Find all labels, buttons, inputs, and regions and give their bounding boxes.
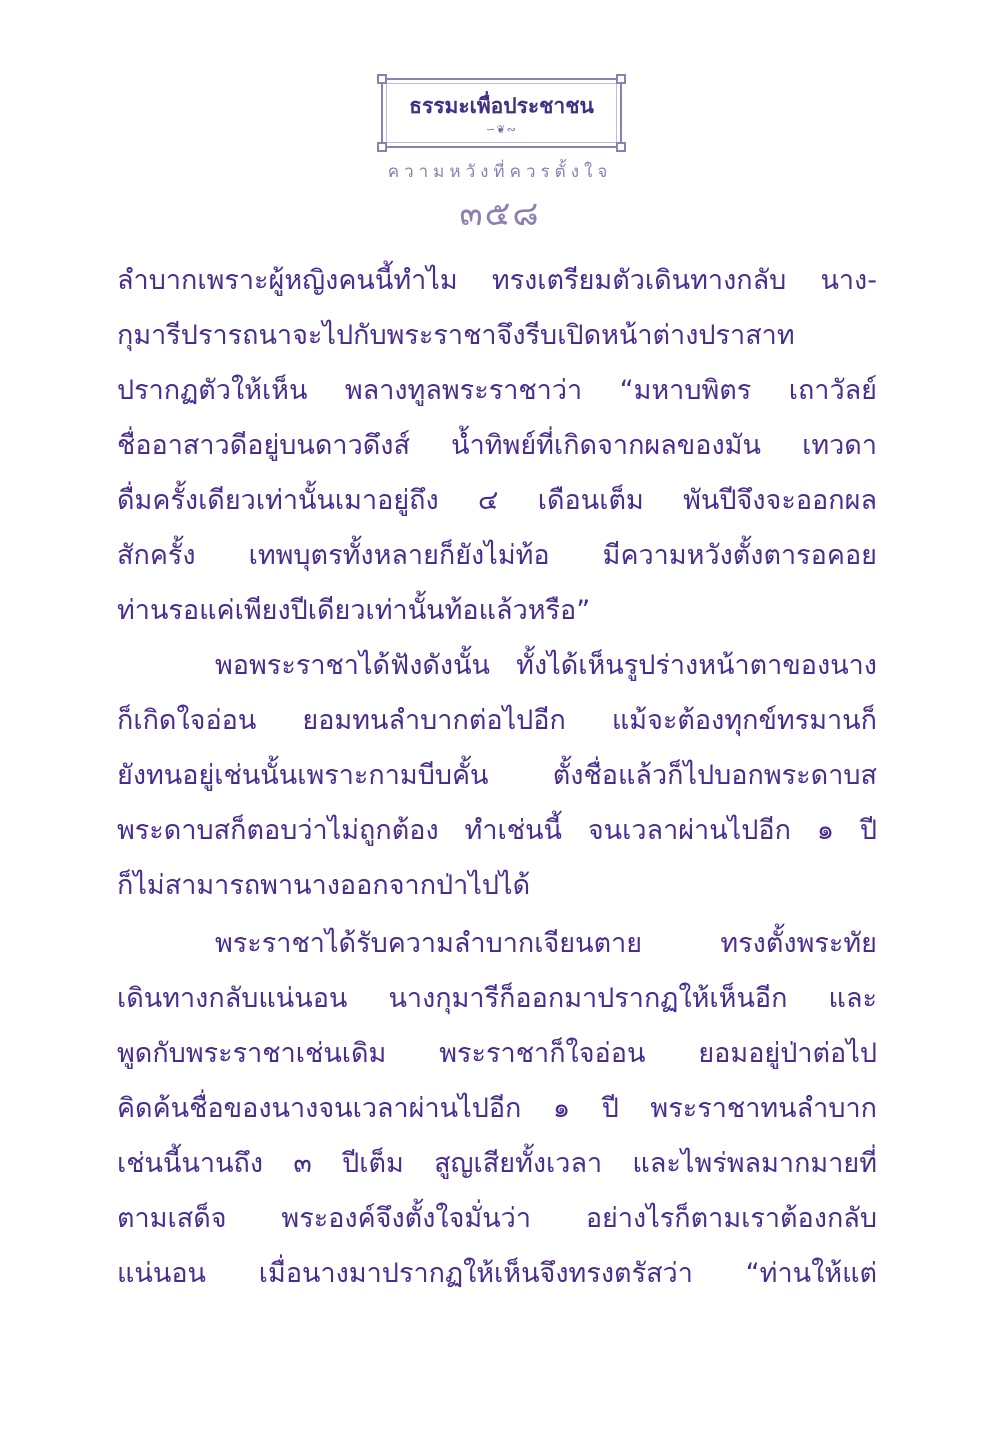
logo-corner-ornament	[377, 74, 387, 84]
text-line: ก็เกิดใจอ่อน ยอมทนลำบากต่อไปอีก แม้จะต้องทุกข์ทรมานก็	[117, 705, 877, 736]
series-logo	[381, 78, 622, 148]
text-line: คิดค้นชื่อของนางจนเวลาผ่านไปอีก ๑ ปี พระราชาทนลำบาก	[117, 1093, 877, 1124]
text-line: ดื่มครั้งเดียวเท่านั้นเมาอยู่ถึง ๔ เดือนเต็ม พันปีจึงจะออกผล	[117, 485, 877, 516]
text-line: เช่นนี้นานถึง ๓ ปีเต็ม สูญเสียทั้งเวลา และไพร่พลมากมายที่	[117, 1148, 877, 1179]
text-line: กุมารีปรารถนาจะไปกับพระราชาจึงรีบเปิดหน้าต่างปราสาท	[117, 320, 795, 351]
logo-flourish-icon: ∽❦∾	[486, 123, 517, 136]
text-line: แน่นอน เมื่อนางมาปรากฏให้เห็นจึงทรงตรัสว่า “ท่านให้แต่	[117, 1258, 877, 1289]
text-line: ปรากฏตัวให้เห็น พลางทูลพระราชาว่า “มหาบพิตร เถาวัลย์	[117, 375, 877, 406]
text-line: ตามเสด็จ พระองค์จึงตั้งใจมั่นว่า อย่างไรก็ตามเราต้องกลับ	[117, 1203, 877, 1234]
chapter-title: ความหวังที่ควรตั้งใจ	[387, 162, 613, 182]
logo-corner-ornament	[377, 142, 387, 152]
text-line: ชื่ออาสาวดีอยู่บนดาวดึงส์ น้ำทิพย์ที่เกิดจากผลของมัน เทวดา	[117, 430, 877, 461]
text-line: พอพระราชาได้ฟังดังนั้น ทั้งได้เห็นรูปร่างหน้าตาของนาง	[215, 650, 877, 681]
text-line: ลำบากเพราะผู้หญิงคนนี้ทำไม ทรงเตรียมตัวเดินทางกลับ นาง-	[117, 265, 877, 296]
text-line: ก็ไม่สามารถพานางออกจากป่าไปได้	[117, 870, 531, 901]
logo-corner-ornament	[616, 74, 626, 84]
text-line: พระดาบสก็ตอบว่าไม่ถูกต้อง ทำเช่นนี้ จนเวลาผ่านไปอีก ๑ ปี	[117, 815, 877, 846]
logo-corner-ornament	[616, 142, 626, 152]
text-line: เดินทางกลับแน่นอน นางกุมารีก็ออกมาปรากฏให้เห็นอีก และ	[117, 983, 877, 1014]
text-line: ท่านรอแค่เพียงปีเดียวเท่านั้นท้อแล้วหรือ”	[117, 595, 591, 626]
page-number: ๓๕๘	[459, 194, 541, 234]
text-line: พระราชาได้รับความลำบากเจียนตาย ทรงตั้งพระทัย	[215, 928, 877, 959]
text-line: พูดกับพระราชาเช่นเดิม พระราชาก็ใจอ่อน ยอมอยู่ป่าต่อไป	[117, 1038, 877, 1069]
text-line: ยังทนอยู่เช่นนั้นเพราะกามบีบคั้น ตั้งชื่อแล้วก็ไปบอกพระดาบส	[117, 760, 877, 791]
logo-text: ธรรมะเพื่อประชาชน	[409, 93, 594, 118]
text-line: สักครั้ง เทพบุตรทั้งหลายก็ยังไม่ท้อ มีความหวังตั้งตารอคอย	[117, 540, 877, 571]
